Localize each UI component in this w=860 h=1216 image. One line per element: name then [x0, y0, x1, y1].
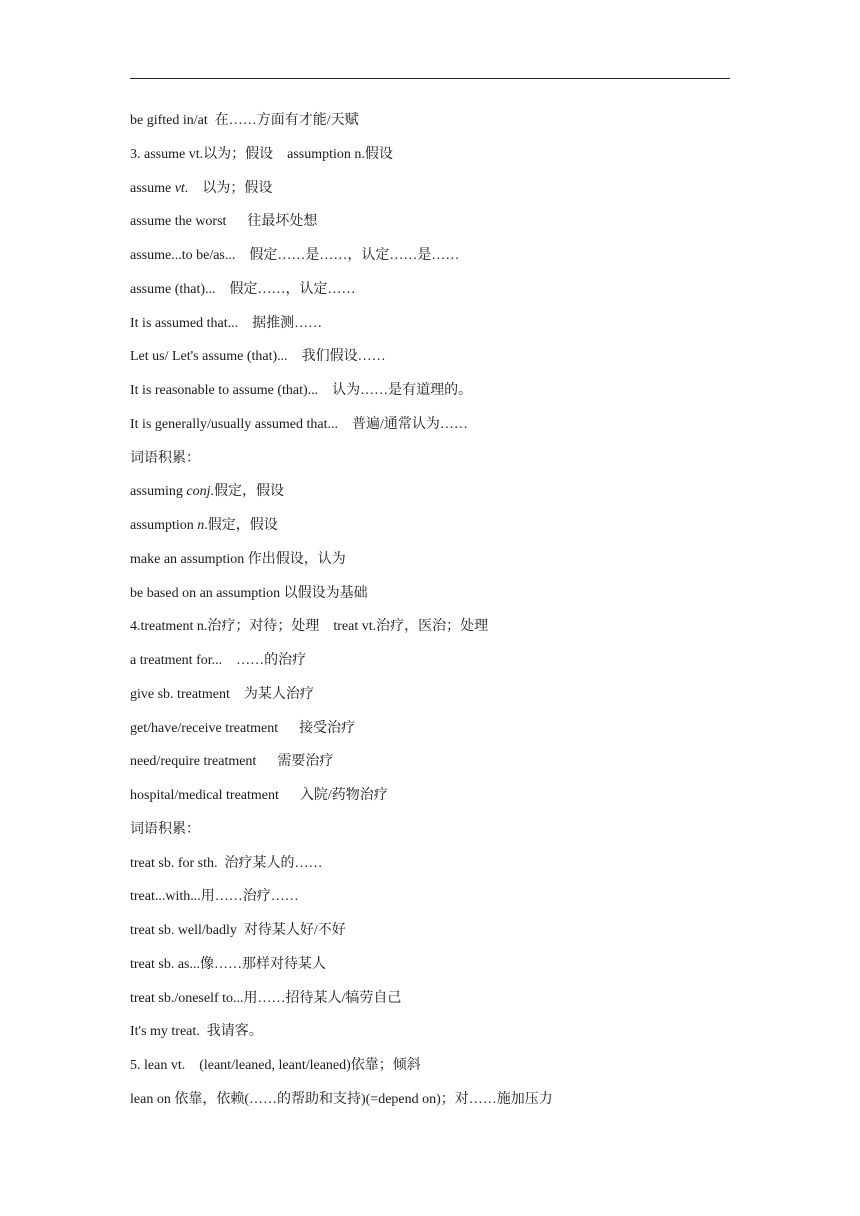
italic-text: vt.: [174, 180, 189, 196]
text-line: [130, 685, 730, 719]
text-segment: 3. assume vt.以为；假设 assumption n.假设: [130, 146, 393, 162]
text-line: [130, 989, 730, 1023]
text-segment: treat sb. for sth. 治疗某人的……: [130, 855, 323, 871]
text-line: [130, 820, 730, 854]
text-line: [130, 1090, 730, 1124]
text-line: [130, 381, 730, 415]
text-segment: 以为；假设: [188, 180, 273, 196]
text-line: [130, 111, 730, 145]
text-line: [130, 1022, 730, 1056]
text-segment: It's my treat. 我请客。: [130, 1024, 263, 1040]
text-segment: 4.treatment n.治疗；对待；处理 treat vt.治疗，医治；处理: [130, 619, 489, 635]
text-line: [130, 617, 730, 651]
text-line: [130, 752, 730, 786]
text-line: [130, 887, 730, 921]
text-line: [130, 1056, 730, 1090]
text-line: [130, 651, 730, 685]
text-segment: make an assumption 作出假设，认为: [130, 551, 346, 567]
header-rule: [130, 78, 730, 79]
text-segment: a treatment for... ……的治疗: [130, 653, 307, 668]
italic-text: n: [197, 518, 205, 533]
text-segment: Let us/ Let's assume (that)... 我们假设……: [130, 349, 386, 365]
italic-text: conj: [186, 484, 211, 500]
text-segment: assume...to be/as... 假定……是……，认定……是……: [130, 248, 460, 263]
text-line: [130, 584, 730, 618]
text-segment: 5. lean vt. (leant/leaned, leant/leaned)依靠；倾斜: [130, 1058, 421, 1073]
text-line: [130, 280, 730, 314]
text-segment: assume (that)... 假定……，认定……: [130, 281, 356, 297]
text-segment: 词语积累：: [130, 450, 200, 466]
text-segment: .假定，假设: [210, 484, 284, 500]
text-segment: treat sb. as...像……那样对待某人: [130, 956, 326, 972]
text-segment: assuming: [130, 484, 187, 500]
text-line: [130, 246, 730, 280]
text-line: [130, 955, 730, 989]
text-line: [130, 145, 730, 179]
text-segment: give sb. treatment 为某人治疗: [130, 686, 314, 702]
text-segment: treat sb. well/badly 对待某人好/不好: [130, 923, 346, 938]
text-line: [130, 482, 730, 516]
text-segment: treat sb./oneself to...用……招待某人/犒劳自己: [130, 990, 402, 1006]
text-line: [130, 550, 730, 584]
text-line: [130, 719, 730, 753]
text-segment: assume: [130, 180, 175, 196]
text-segment: It is generally/usually assumed that... 普遍/通常认为……: [130, 416, 468, 432]
text-line: [130, 786, 730, 820]
text-segment: It is assumed that... 据推测……: [130, 315, 323, 331]
text-segment: 词语积累：: [130, 821, 200, 837]
text-line: [130, 516, 730, 550]
text-line: [130, 449, 730, 483]
text-line: [130, 347, 730, 381]
text-segment: need/require treatment 需要治疗: [130, 754, 334, 770]
document-body: [130, 111, 730, 1124]
text-segment: assume the worst 往最坏处想: [130, 214, 318, 230]
text-line: [130, 854, 730, 888]
text-line: [130, 415, 730, 449]
text-segment: be gifted in/at 在……方面有才能/天赋: [130, 113, 359, 128]
text-segment: treat...with...用……治疗……: [130, 889, 299, 905]
text-line: [130, 179, 730, 213]
text-line: [130, 921, 730, 955]
text-segment: lean on 依靠，依赖(……的帮助和支持)(=depend on)；对……施加压力: [130, 1091, 553, 1107]
text-segment: .假定，假设: [204, 518, 278, 533]
text-line: [130, 212, 730, 246]
text-line: [130, 314, 730, 348]
text-segment: It is reasonable to assume (that)... 认为……是有道理的。: [130, 383, 473, 398]
text-segment: assumption: [130, 518, 198, 533]
text-segment: be based on an assumption 以假设为基础: [130, 585, 368, 601]
text-segment: get/have/receive treatment 接受治疗: [130, 720, 356, 736]
text-segment: hospital/medical treatment 入院/药物治疗: [130, 788, 388, 803]
